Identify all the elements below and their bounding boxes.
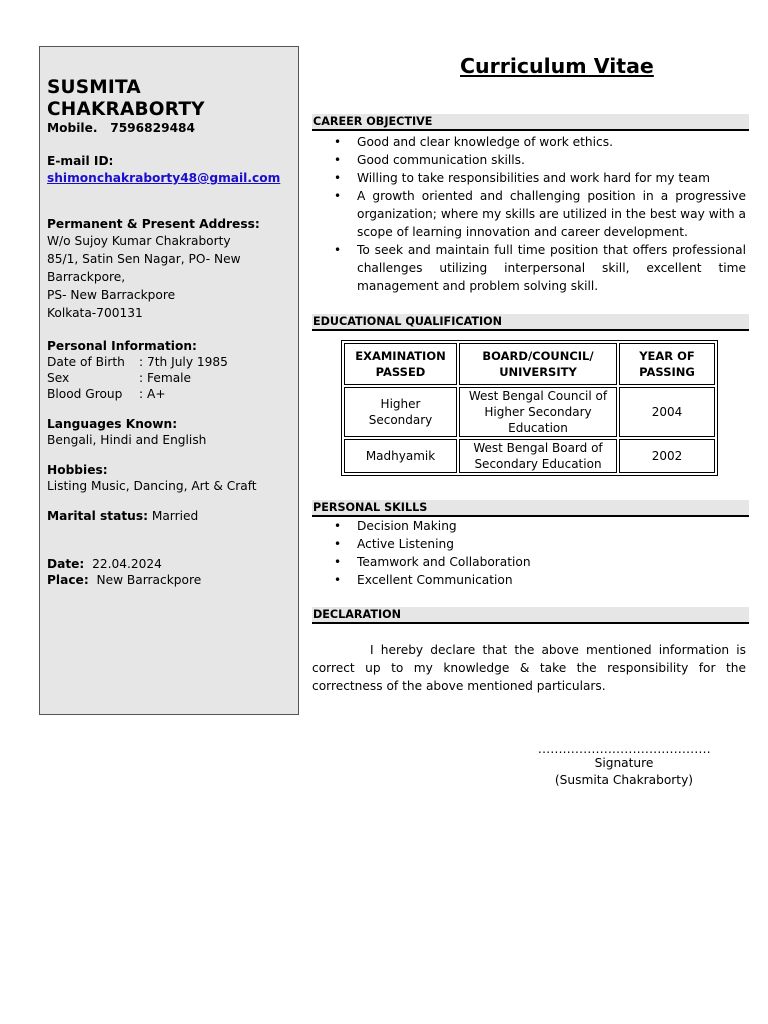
list-item: • A growth oriented and challenging position in a progressive organization; where my skills are utilized in the best way with a scope of learning innovation and career development. [312,187,746,241]
table-row [344,387,715,437]
sex-row [47,370,292,386]
dob-key: Date of Birth [47,355,125,369]
hobbies-value: Listing Music, Dancing, Art & Craft [47,479,257,493]
personal-skills-list [312,517,746,589]
mobile-label: Mobile. [47,121,98,135]
career-objective-heading: CAREER OBJECTIVE [312,114,749,131]
email-label: E-mail ID: [47,154,114,168]
candidate-name: SUSMITA CHAKRABORTY [47,77,205,120]
declaration-heading: DECLARATION [312,607,749,624]
address-label: Permanent & Present Address: [47,217,260,231]
email-link[interactable]: shimonchakraborty48@gmail.com [47,171,281,185]
page-title: Curriculum Vitae [460,54,654,78]
address-line: PS- New Barrackpore [47,288,176,302]
sex-key: Sex [47,371,70,385]
marital-label: Marital status: [47,509,148,523]
table-cell: 2004 [619,387,715,437]
education-heading: EDUCATIONAL QUALIFICATION [312,314,749,331]
signature-line: .......................................... [538,742,711,756]
table-cell: Madhyamik [344,439,457,473]
marital-line [47,508,292,524]
marital-value: Married [151,509,199,523]
hobbies-label: Hobbies: [47,463,108,477]
column-header: BOARD/COUNCIL/ UNIVERSITY [459,343,617,385]
list-item: • Good communication skills. [312,151,746,169]
sex-value: : Female [139,371,192,385]
list-item: • Excellent Communication [312,571,746,589]
sidebar-panel [39,46,299,715]
dob-row [47,354,292,370]
blood-group-value: : A+ [139,387,166,401]
signature-label: Signature [594,756,654,770]
date-value: 22.04.2024 [92,557,162,571]
languages-label: Languages Known: [47,417,178,431]
dob-value: : 7th July 1985 [139,355,228,369]
address-line: 85/1, Satin Sen Nagar, PO- New [47,252,241,266]
signature-block [540,755,708,789]
table-row [344,439,715,473]
date-label: Date: [47,557,85,571]
place-label: Place: [47,573,89,587]
address-line: Kolkata-700131 [47,306,143,320]
table-header-row [344,343,715,385]
declaration-text: I hereby declare that the above mentioned information is correct up to my knowledge & take the responsibility for the correctness of the above mentioned particulars. [312,643,746,693]
blood-group-row [47,386,292,402]
column-header: YEAR OF PASSING [619,343,715,385]
education-table [341,340,718,476]
signature-name: (Susmita Chakraborty) [554,773,694,787]
personal-skills-heading: PERSONAL SKILLS [312,500,749,517]
list-item: • Active Listening [312,535,746,553]
mobile-line [47,121,292,135]
place-line [47,572,292,588]
table-cell: West Bengal Board of Secondary Education [459,439,617,473]
address-line: Barrackpore, [47,270,126,284]
list-item: • Teamwork and Collaboration [312,553,746,571]
column-header: EXAMINATION PASSED [344,343,457,385]
blood-group-key: Blood Group [47,387,123,401]
address-block [47,232,292,322]
table-cell: 2002 [619,439,715,473]
place-value: New Barrackpore [96,573,202,587]
list-item: • Willing to take responsibilities and work hard for my team [312,169,746,187]
list-item: • Decision Making [312,517,746,535]
table-cell: West Bengal Council of Higher Secondary Education [459,387,617,437]
personal-info-label: Personal Information: [47,339,197,353]
date-line [47,556,292,572]
list-item: • To seek and maintain full time position that offers professional challenges utilizing interpersonal skill, excellent time management and problem solving skill. [312,241,746,295]
table-cell: Higher Secondary [344,387,457,437]
career-objective-list [312,133,746,295]
list-item: • Good and clear knowledge of work ethics. [312,133,746,151]
address-line: W/o Sujoy Kumar Chakraborty [47,234,231,248]
languages-value: Bengali, Hindi and English [47,433,207,447]
mobile-number: 7596829484 [110,121,196,135]
